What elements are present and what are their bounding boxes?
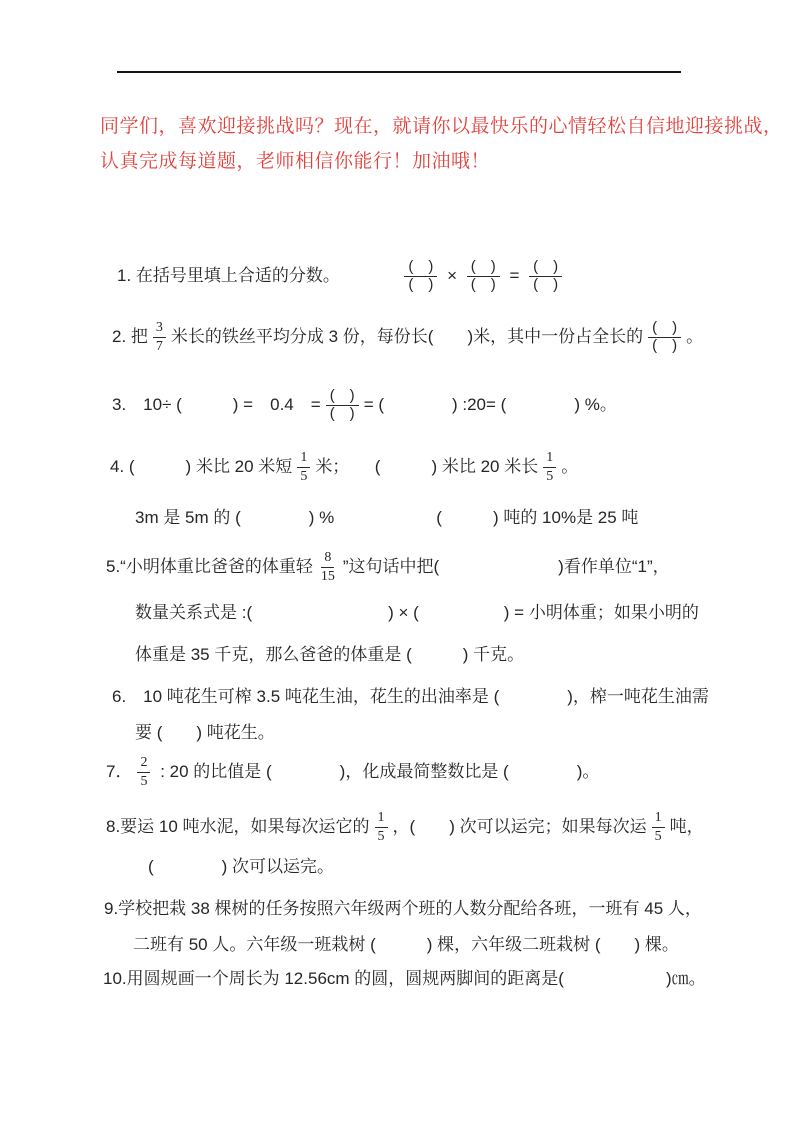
fraction-denominator: 5 [300,468,308,484]
blank-fraction [648,320,681,354]
text-run: 米长的铁丝平均分成 3 份，每份长( )米，其中一份占全长的 [170,327,644,347]
fraction-numerator: 1 [297,450,310,467]
fraction-denominator: ( ) [329,404,355,422]
question-4-sub [135,503,638,533]
text-run: 二班有 50 人。六年级一班栽树 ( ) 棵，六年级二班栽树 ( ) 棵。 [133,935,679,955]
text-run: 数量关系式是 :( ) × ( ) = 小明体重；如果小明的 [135,603,699,623]
fraction [375,810,388,844]
fraction [543,450,556,484]
fraction-numerator: ( ) [529,259,562,277]
fraction-numerator: 1 [375,810,388,827]
question-3 [112,380,617,430]
fraction-numerator: 1 [652,810,665,827]
blank-fraction [326,388,359,422]
text-run: ，( ) 次可以运完；如果每次运 [392,817,647,837]
fraction-numerator: 3 [153,320,166,337]
text-run: : 20 的比值是 ( )，化成最简整数比是 ( )。 [155,762,600,782]
question-1 [117,250,567,302]
fraction-numerator: 8 [321,550,334,567]
fraction-denominator: ( ) [408,275,434,293]
text-run: = ( ) :20= ( ) %。 [363,395,617,415]
text-run: 体重是 35 千克，那么爸爸的体重是 ( ) 千克。 [135,645,525,665]
fraction-denominator: 5 [546,468,554,484]
fraction-numerator: ( ) [648,320,681,338]
fraction-denominator: 5 [377,828,385,844]
text-run: 2. 把 [112,327,148,347]
question-5-line-3 [135,640,524,670]
fraction-denominator: 5 [654,828,662,844]
fraction-numerator: ( ) [326,388,359,406]
question-8-line-1 [106,800,704,854]
text-run: 5.“小明体重比爸爸的体重轻 [106,557,313,577]
question-5-line-1 [106,540,670,594]
fraction-denominator: 7 [155,338,163,354]
blank-fraction [529,259,562,293]
blank-fraction [467,259,500,293]
text-run: 3m 是 5m 的 ( ) % ( ) 吨的 10%是 25 吨 [135,508,639,528]
fraction-numerator: 2 [137,755,150,772]
question-6-line-2 [135,718,275,748]
question-9-line-1 [104,894,702,924]
text-run: 10.用圆规画一个周长为 12.56cm 的圆，圆规两脚间的距离是( )㎝。 [103,969,706,989]
question-5-line-2 [135,598,699,628]
text-run: 米； ( ) 米比 20 米长 [315,457,539,477]
blank-fraction [404,259,437,293]
text-run: 1. 在括号里填上合适的分数。 [117,266,400,286]
intro-line-2: 认真完成每道题，老师相信你能行！加油哦！ [100,151,491,173]
question-2 [112,310,703,364]
text-run: = [504,266,525,286]
text-run: 6. 10 吨花生可榨 3.5 吨花生油，花生的出油率是 ( )，榨一吨花生油需 [112,687,709,707]
intro-line-1: 同学们，喜欢迎接挑战吗？现在，就请你以最快乐的心情轻松自信地迎接挑战， [100,116,783,138]
fraction-denominator: ( ) [533,275,559,293]
fraction [297,450,310,484]
fraction [652,810,665,844]
text-run: ( ) 次可以运完。 [148,857,335,877]
question-10 [103,964,706,994]
fraction [318,550,338,584]
text-run: 8.要运 10 吨水泥，如果每次运它的 [106,817,370,837]
text-run: 7． [106,762,133,782]
question-4 [110,440,578,494]
question-9-line-2 [133,930,679,960]
question-7 [106,748,599,796]
header-rule [117,71,681,73]
text-run: 4. ( ) 米比 20 米短 [110,457,293,477]
text-run: 吨， [669,817,704,837]
question-8-line-2 [148,852,334,882]
fraction-numerator: ( ) [404,259,437,277]
text-run: × [442,266,462,286]
text-run: 。 [686,327,704,347]
question-6-line-1 [112,682,709,712]
fraction [137,755,150,789]
text-run: 3. 10÷ ( ) = 0.4 = [112,395,321,415]
fraction [153,320,166,354]
fraction-denominator: 5 [140,773,148,789]
fraction-numerator: 1 [543,450,556,467]
fraction-denominator: ( ) [652,336,678,354]
fraction-denominator: ( ) [470,275,496,293]
text-run: 要 ( ) 吨花生。 [135,723,275,743]
text-run: 9.学校把栽 38 棵树的任务按照六年级两个班的人数分配给各班，一班有 45 人， [104,899,702,919]
fraction-denominator: 15 [320,568,335,584]
fraction-numerator: ( ) [467,259,500,277]
text-run: ”这句话中把( )看作单位“1”， [342,557,670,577]
text-run: 。 [561,457,579,477]
